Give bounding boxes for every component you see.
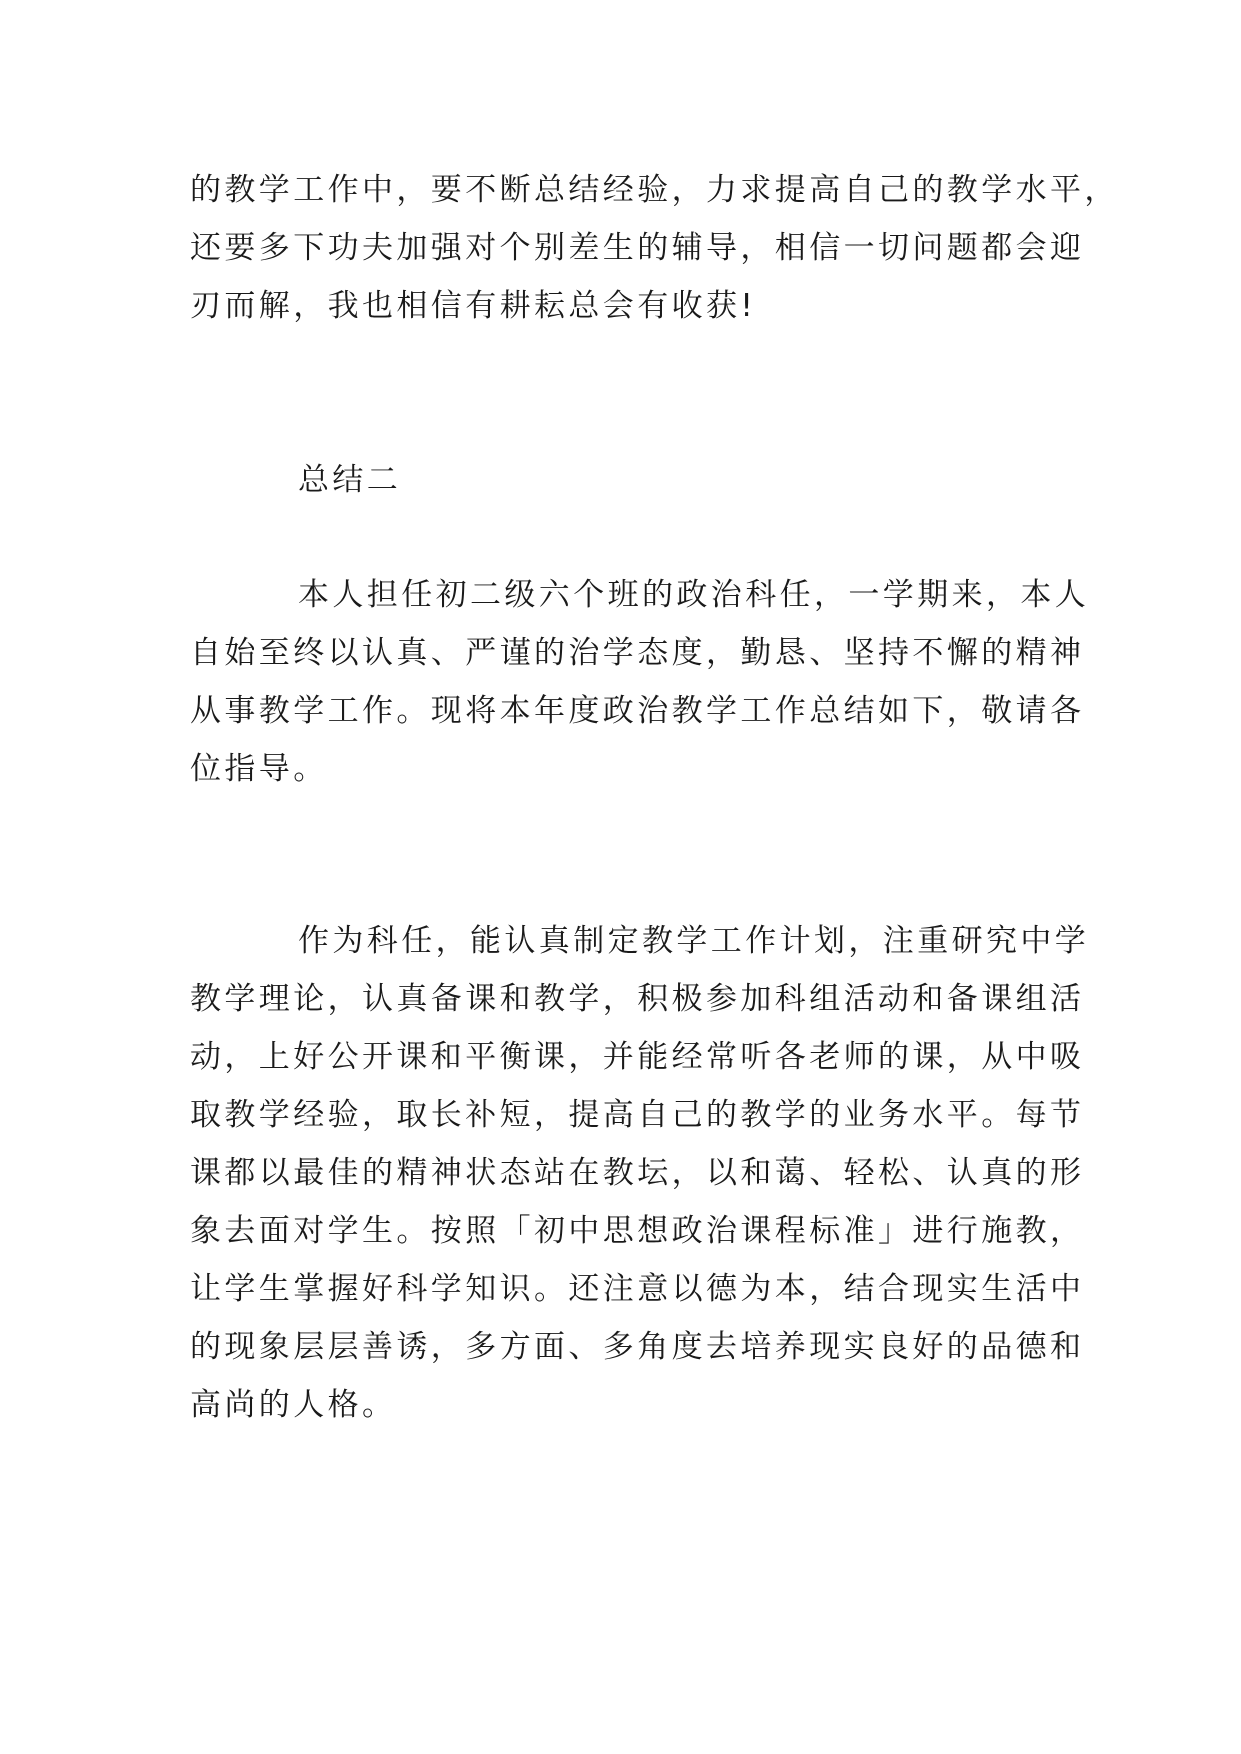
paragraph-3-line-7: 让学生掌握好科学知识。还注意以德为本，结合现实生活中 (190, 1271, 1085, 1307)
paragraph-1-line-3: 刃而解，我也相信有耕耘总会有收获! (190, 288, 757, 324)
paragraph-3-line-5: 课都以最佳的精神状态站在教坛，以和蔼、轻松、认真的形 (190, 1155, 1085, 1191)
paragraph-2-line-4: 位指导。 (190, 751, 328, 787)
paragraph-3-line-3: 动，上好公开课和平衡课，并能经常听各老师的课，从中吸 (190, 1039, 1085, 1075)
paragraph-3-line-8: 的现象层层善诱，多方面、多角度去培养现实良好的品德和 (190, 1329, 1085, 1365)
paragraph-3-line-2: 教学理论，认真备课和教学，积极参加科组活动和备课组活 (190, 981, 1085, 1017)
paragraph-1-line-2: 还要多下功夫加强对个别差生的辅导，相信一切问题都会迎 (190, 230, 1085, 266)
section-heading: 总结二 (298, 462, 402, 498)
paragraph-2-line-2: 自始至终以认真、严谨的治学态度，勤恳、坚持不懈的精神 (190, 635, 1085, 671)
paragraph-3-line-6: 象去面对学生。按照「初中思想政治课程标准」进行施教， (190, 1213, 1085, 1249)
paragraph-3-line-4: 取教学经验，取长补短，提高自己的教学的业务水平。每节 (190, 1097, 1085, 1133)
paragraph-1-line-1: 的教学工作中，要不断总结经验，力求提高自己的教学水平， (190, 172, 1119, 208)
paragraph-3-line-9: 高尚的人格。 (190, 1387, 397, 1423)
paragraph-2-line-3: 从事教学工作。现将本年度政治教学工作总结如下，敬请各 (190, 693, 1085, 729)
paragraph-2-line-1: 本人担任初二级六个班的政治科任，一学期来，本人 (298, 577, 1090, 613)
paragraph-3-line-1: 作为科任，能认真制定教学工作计划，注重研究中学 (298, 923, 1090, 959)
